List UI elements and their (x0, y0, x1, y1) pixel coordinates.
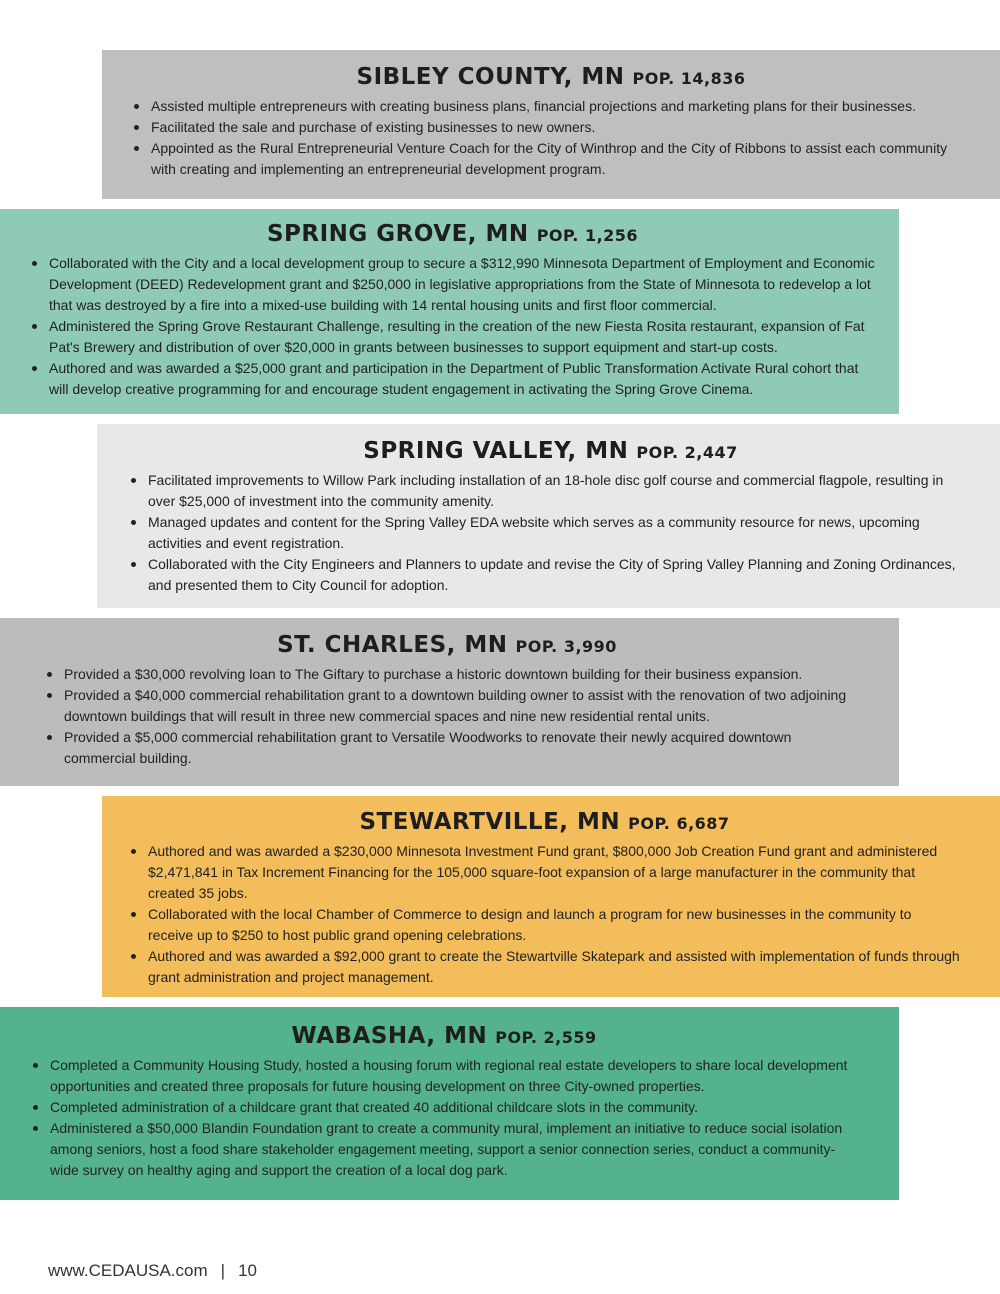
bullet-list (30, 253, 875, 400)
list-item: Completed a Community Housing Study, hosted a housing forum with regional real estate developers to share local development opportunities and created three proposals for future housing development on three City-owned properties. (31, 1055, 857, 1097)
list-item: Appointed as the Rural Entrepreneurial Venture Coach for the City of Winthrop and the City of Ribbons to assist each community with creating and implementing an entrepreneurial development program. (132, 138, 970, 180)
list-item: Collaborated with the City Engineers and Planners to update and revise the City of Spring Valley Planning and Zoning Ordinances, and presented them to City Council for adoption. (129, 554, 972, 596)
footer-separator: | (220, 1261, 226, 1280)
section-title: SPRING GROVE, MN (266, 221, 529, 247)
population-label: POP. 14,836 (632, 69, 746, 88)
list-item: Collaborated with the local Chamber of Commerce to design and launch a program for new businesses in the community to receive up to $250 to host public grand opening celebrations. (129, 904, 960, 946)
bullet-list (129, 470, 972, 596)
population-label: POP. 2,447 (636, 443, 738, 462)
list-item: Collaborated with the City and a local development group to secure a $312,990 Minnesota Department of Employment and Economic Development (DEED) Redevelopment grant and $250,000 in legislative appropriations from the State of Minnesota to redevelop a lot that was destroyed by a fire into a mixed-use building with 14 rental housing units and first floor commercial. (30, 253, 875, 316)
bullet-list (45, 664, 849, 769)
list-item: Authored and was awarded a $25,000 grant and participation in the Department of Public Transformation Activate Rural cohort that will develop creative programming for and encourage student engagement in activating the Spring Grove Cinema. (30, 358, 875, 400)
list-item: Assisted multiple entrepreneurs with creating business plans, financial projections and marketing plans for their businesses. (132, 96, 970, 117)
section-heading (129, 438, 972, 464)
section-sibley-county (102, 50, 1000, 199)
section-st-charles (0, 618, 899, 786)
list-item: Facilitated the sale and purchase of existing businesses to new owners. (132, 117, 970, 138)
population-label: POP. 1,256 (536, 226, 639, 245)
section-heading (45, 632, 849, 658)
section-spring-grove (0, 209, 899, 414)
section-heading (129, 809, 960, 835)
section-heading (31, 1023, 857, 1049)
population-label: POP. 6,687 (628, 814, 730, 833)
website-link[interactable]: www.CEDAUSA.com (48, 1261, 208, 1280)
section-wabasha (0, 1007, 899, 1200)
list-item: Managed updates and content for the Spring Valley EDA website which serves as a community resource for news, upcoming activities and event registration. (129, 512, 972, 554)
population-label: POP. 3,990 (515, 637, 617, 656)
list-item: Completed administration of a childcare grant that created 40 additional childcare slots in the community. (31, 1097, 857, 1118)
list-item: Provided a $30,000 revolving loan to The Giftary to purchase a historic downtown building for their business expansion. (45, 664, 849, 685)
section-title: SPRING VALLEY, MN (363, 438, 629, 464)
section-stewartville (102, 796, 1000, 997)
list-item: Facilitated improvements to Willow Park including installation of an 18-hole disc golf course and commercial flagpole, resulting in over $25,000 of investment into the community amenity. (129, 470, 972, 512)
page-number: 10 (238, 1261, 257, 1280)
population-label: POP. 2,559 (495, 1028, 597, 1047)
bullet-list (129, 841, 960, 988)
section-title: SIBLEY COUNTY, MN (356, 64, 625, 90)
section-title: WABASHA, MN (291, 1023, 488, 1049)
list-item: Administered a $50,000 Blandin Foundation grant to create a community mural, implement an initiative to reduce social isolation among seniors, host a food share stakeholder engagement meeting, support a senior connection series, conduct a community-wide survey on healthy aging and support the creation of a local dog park. (31, 1118, 857, 1181)
bullet-list (132, 96, 970, 180)
section-title: STEWARTVILLE, MN (359, 809, 621, 835)
bullet-list (31, 1055, 857, 1181)
list-item: Authored and was awarded a $92,000 grant to create the Stewartville Skatepark and assisted with implementation of funds through grant administration and project management. (129, 946, 960, 988)
section-heading (132, 64, 970, 90)
list-item: Administered the Spring Grove Restaurant Challenge, resulting in the creation of the new Fiesta Rosita restaurant, expansion of Fat Pat's Brewery and distribution of over $20,000 in grants between businesses to support equipment and start-up costs. (30, 316, 875, 358)
section-spring-valley (97, 424, 1000, 608)
page-footer (48, 1261, 257, 1281)
section-title: ST. CHARLES, MN (277, 632, 508, 658)
section-heading (30, 221, 875, 247)
list-item: Provided a $5,000 commercial rehabilitation grant to Versatile Woodworks to renovate their newly acquired downtown commercial building. (45, 727, 849, 769)
list-item: Authored and was awarded a $230,000 Minnesota Investment Fund grant, $800,000 Job Creation Fund grant and administered $2,471,841 in Tax Increment Financing for the 105,000 square-foot expansion of a large manufacturer in the community that created 35 jobs. (129, 841, 960, 904)
list-item: Provided a $40,000 commercial rehabilitation grant to a downtown building owner to assist with the renovation of two adjoining downtown buildings that will result in three new commercial spaces and nine new residential rental units. (45, 685, 849, 727)
